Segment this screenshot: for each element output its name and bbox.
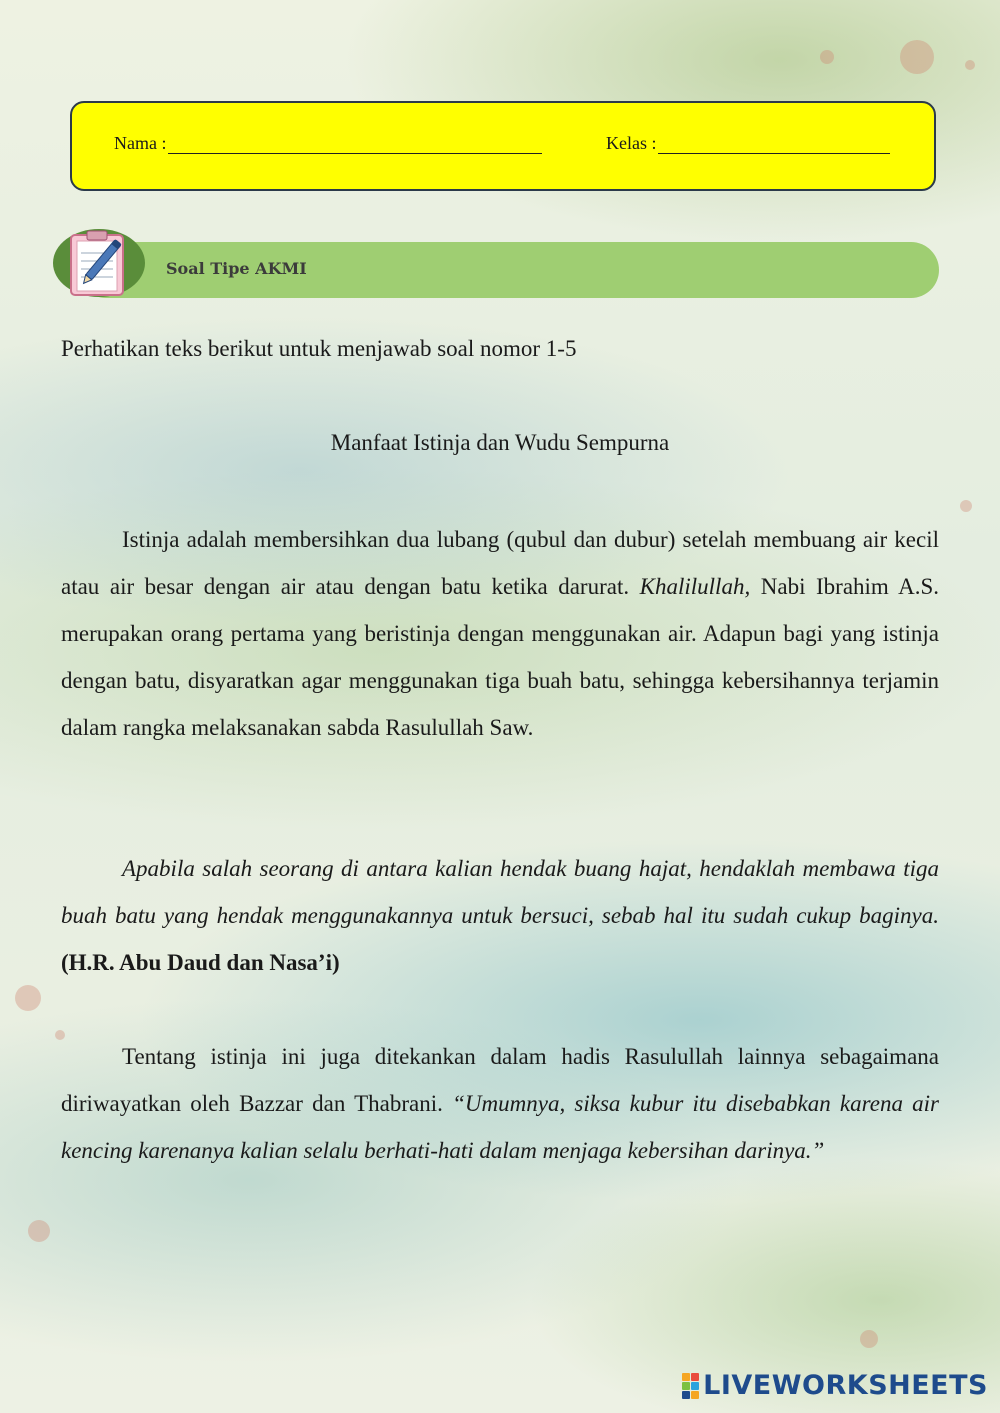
decorative-splash — [900, 40, 934, 74]
paragraph-3-quote: “Umumnya, siksa kubur itu disebabkan karena air kencing karenanya kalian selalu berhati-hati dalam menjaga kebersihan darinya.” — [61, 1091, 939, 1163]
clipboard-pen-icon — [53, 229, 145, 297]
liveworksheets-brand[interactable] — [682, 1370, 988, 1401]
paragraph-1 — [61, 516, 939, 751]
paragraph-1-text-c: Nabi Ibrahim A.S. merupakan orang pertama yang beristinja dengan menggunakan air. Adapun bagi yang istinja dengan batu, disyaratkan agar menggunakan tiga buah batu, sehingga kebersihannya terjamin dalam rangka melaksanakan sabda Rasulullah Saw. — [61, 574, 939, 740]
decorative-splash — [28, 1220, 50, 1242]
section-title: Soal Tipe AKMI — [166, 259, 307, 278]
kelas-label: Kelas : — [606, 133, 657, 153]
liveworksheets-logo-icon — [682, 1373, 699, 1399]
paragraph-3 — [61, 1033, 939, 1174]
student-info-box — [70, 101, 936, 191]
liveworksheets-text: LIVEWORKSHEETS — [703, 1370, 988, 1401]
instruction-text: Perhatikan teks berikut untuk menjawab soal nomor 1-5 — [61, 336, 577, 361]
kelas-input-line[interactable] — [658, 133, 890, 154]
kelas-field — [606, 133, 890, 154]
nama-field — [114, 133, 542, 154]
hadith-quote-text: Apabila salah seorang di antara kalian hendak buang hajat, hendaklah membawa tiga buah batu yang hendak menggunakannya untuk bersuci, sebab hal itu sudah cukup baginya. — [61, 856, 939, 928]
paragraph-1-italic: Khalilullah, — [639, 574, 751, 599]
decorative-splash — [820, 50, 834, 64]
decorative-splash — [15, 985, 41, 1011]
nama-input-line[interactable] — [168, 133, 542, 154]
hadith-quote — [61, 845, 939, 986]
decorative-splash — [860, 1330, 878, 1348]
hadith-source: (H.R. Abu Daud dan Nasa’i) — [61, 950, 340, 975]
decorative-splash — [965, 60, 975, 70]
nama-label: Nama : — [114, 133, 167, 153]
paragraph-1-text-a: Istinja adalah membersihkan dua lubang (qubul dan dubur) setelah membuang air kecil atau air besar dengan air atau dengan batu ketika darurat. — [61, 527, 939, 599]
section-banner — [78, 242, 939, 298]
paragraph-3-text: Tentang istinja ini juga ditekankan dalam hadis Rasulullah lainnya sebagaimana diriwayatkan oleh Bazzar dan Thabrani. — [61, 1044, 939, 1116]
reading-title: Manfaat Istinja dan Wudu Sempurna — [330, 430, 670, 455]
decorative-splash — [960, 500, 972, 512]
